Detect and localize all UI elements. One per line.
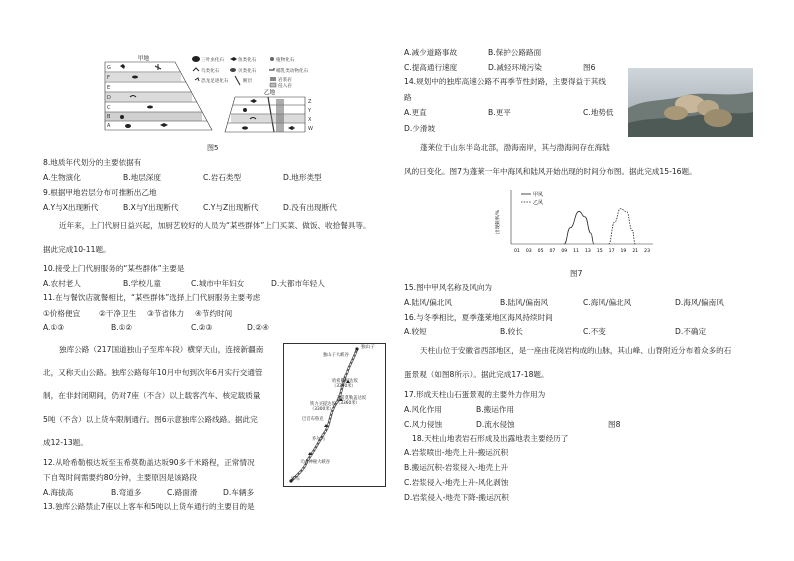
x-tick-23: 23 [644,249,651,254]
q17-option-c[interactable]: C.风力侵蚀 [404,420,443,429]
yi-layer-y: Y [308,108,312,114]
q11-item-3: ③节省体力 [147,309,185,318]
q11-stem: 11.在与餐饮店就餐相比，“某些群体”选择上门代厨服务主要考虑 [43,293,261,302]
x-tick-15: 15 [596,249,603,254]
q8-option-a[interactable]: A.生物演化 [43,173,81,182]
map-start: 独山子 [361,345,375,350]
figure-5-strata [100,52,318,147]
q18-stem: 18.天柱山地表岩石形成及出露地表主要经历了 [412,434,569,443]
q9-option-d[interactable]: D.没有出现断代 [283,203,337,212]
q16-option-a[interactable]: A.较短 [404,327,427,336]
map-mystery-canyon: 天山神秘大峡谷 [300,460,331,465]
q8-option-d[interactable]: D.地形类型 [283,173,322,182]
x-tick-05: 05 [537,249,544,254]
figure-8-stone-egg-photo [628,68,753,137]
intro-12-13-line2: 北，又称天山公路。独库公路每年10月中旬到次年6月实行交通管 [43,368,263,377]
q14-stem-line1: 14.规划中的独库高速公路不再季节性封路，主要得益于其线 [404,77,606,86]
legend-trilobite: 三叶虫化石 [201,58,224,63]
q9-option-a[interactable]: A.Y与X出现断代 [43,203,99,212]
q12-option-b[interactable]: B.弯道多 [111,488,142,497]
q15-option-b[interactable]: B.陆风/偏南风 [500,298,549,307]
x-tick-07: 07 [549,249,556,254]
q17-stem: 17.形成天柱山石蛋景观的主要外力作用为 [404,390,546,399]
figure-7-wind-chart [495,186,657,258]
chart-series [564,209,635,244]
q14-option-a[interactable]: A.更直 [404,108,427,117]
x-tick-19: 19 [620,249,627,254]
q17-option-d[interactable]: D.流水侵蚀 [476,420,515,429]
intro-17-18-line1: 天柱山位于安徽省西部地区，是一座由花岗岩构成的山脉，其山峰、山脊附近分布着众多的石 [420,346,732,355]
x-tick-21: 21 [632,249,639,254]
fig5-caption: 图5 [207,144,219,152]
q12-option-a[interactable]: A.海拔高 [43,488,74,497]
q11-option-a[interactable]: A.①③ [43,323,65,332]
legend-magma: 岩浆岩 [278,78,292,83]
legend-plant: 植物化石 [276,58,295,63]
q14-stem-line2: 路 [404,93,412,102]
q14-option-d[interactable]: D.少滑坡 [404,124,436,133]
q15-option-a[interactable]: A.陆风/偏北风 [404,298,453,307]
legend-mammal: 哺乳类动物化石 [276,69,309,74]
q10-option-c[interactable]: C.城市中年妇女 [191,279,245,288]
map-pass-tielimaiti: 铁力买提达坂（3300米） [310,402,336,413]
q10-stem: 10.接受上门代厨服务的“某些群体”主要是 [43,264,185,273]
q10-option-b[interactable]: B.学校儿童 [123,279,161,288]
q11-item-4: ④节约时间 [195,309,233,318]
q12-stem-line2: 下自驾时间需要约80分钟，主要原因是该路段 [43,473,197,482]
map-bayinbuluke: 巴音布鲁克 [302,417,324,422]
x-tick-17: 17 [608,249,615,254]
q12-option-c[interactable]: C.路面滑 [167,488,198,497]
legend-dino: 恐龙足迹化石 [201,79,229,84]
q14-option-c[interactable]: C.地势低 [583,108,614,117]
q8-option-b[interactable]: B.地层深度 [123,173,161,182]
jia-layer-f: F [107,75,110,81]
x-tick-13: 13 [584,249,591,254]
x-tick-09: 09 [561,249,568,254]
q12-option-d[interactable]: D.车辆多 [223,488,255,497]
map-end-kuqa: 库车 [291,477,301,482]
q18-option-c[interactable]: C.岩浆侵入-地壳上升-风化剥蚀 [404,478,509,487]
intro-10-11-tail: 据此完成10-11题。 [43,245,111,254]
q11-option-b[interactable]: B.①② [111,323,133,332]
q8-stem: 8.地质年代划分的主要依据有 [43,158,142,167]
q9-option-c[interactable]: C.Y与Z出现断代 [203,203,259,212]
yi-layer-z: Z [308,99,312,105]
q18-option-a[interactable]: A.岩浆喷出-地壳上升-搬运沉积 [404,448,509,457]
q9-option-b[interactable]: B.X与Y出现断代 [123,203,179,212]
q10-option-d[interactable]: D.大都市年轻人 [271,279,325,288]
jia-layer-a: A [107,123,111,129]
q11-option-d[interactable]: D.②④ [247,323,269,332]
q18-option-b[interactable]: B.搬运沉积-岩浆侵入-地壳上升 [404,463,509,472]
q13-option-a[interactable]: A.减少道路事故 [404,48,458,57]
series-line-yi [609,209,636,244]
q13-option-d[interactable]: D.减轻环境污染 [488,63,542,72]
yi-layer-x: X [308,117,312,123]
q15-option-d[interactable]: D.海风/偏南风 [675,298,724,307]
q13-option-c[interactable]: C.提高通行速度 [404,63,458,72]
q8-option-c[interactable]: C.岩石类型 [203,173,242,182]
intro-12-13-line3: 制，在非封闭期间，仍对7座（不含）以上载客汽车、核定载质量 [43,391,261,400]
q13-option-b[interactable]: B.保护公路路面 [488,48,542,57]
q15-stem: 15.图中甲风名称及风向为 [404,283,493,292]
jia-label: 甲地 [138,56,150,62]
q16-option-b[interactable]: B.较长 [500,327,523,336]
q16-stem: 16.与冬季相比，夏季蓬莱地区海风持续时间 [404,313,553,322]
intro-15-16-line2: 风的日变化。图7为蓬莱一年中海风和陆风开始出现的时间分布图。据此完成15-16题。 [404,167,697,176]
yi-label: 乙地 [264,90,276,96]
intro-12-13-line1: 独库公路（217国道独山子至库车段）横穿天山，连接新疆南 [59,345,264,354]
yi-layer-w: W [308,126,313,132]
legend-fault: 断层 [243,79,253,84]
intro-15-16-line1: 蓬莱位于山东半岛北部，渤海南岸，其与渤海间存在海陆 [420,143,610,152]
q11-option-c[interactable]: C.②③ [191,323,213,332]
jia-layer-b: B [107,114,111,120]
intro-12-13-line4: 5吨（不含）以上货车限制通行。图6示意独库公路线路。据此完 [43,415,258,424]
q18-option-d[interactable]: D.岩浆侵入-地壳下降-搬运沉积 [404,493,509,502]
q9-stem: 9.根据甲地岩层分布可推断出乙地 [43,188,157,197]
fig7-caption: 图7 [570,269,583,278]
intro-12-13-line5: 成12-13题。 [43,438,88,447]
legend-fish: 鱼类化石 [238,58,257,63]
q11-item-2: ②干净卫生 [99,309,137,318]
series-line-jia [564,211,594,244]
intro-17-18-line2: 蛋景观（如图8所示）。据此完成17-18题。 [404,370,549,379]
route-line [283,343,386,487]
fig5-legend [192,56,309,89]
q11-item-1: ①价格便宜 [43,309,81,318]
jia-layer-e: E [107,85,111,91]
jia-layer-d: D [107,95,111,101]
jia-layer-c: C [107,105,111,111]
intro-10-11: 近年来，上门代厨日益兴起，加厨艺较好的人员为“某些群体”上门买菜、做饭、收拾餐具等。 [59,221,371,230]
q14-option-b[interactable]: B.更平 [488,108,511,117]
legend-text-yi: 乙风 [533,200,544,206]
q16-option-d[interactable]: D.不确定 [675,327,707,336]
x-tick-11: 11 [573,249,580,254]
legend-text-jia: 甲风 [533,192,544,198]
q12-stem-line1: 12.从哈希勒根达坂至玉希莫勒盖达坂90多千米路程，正常情况 [43,458,255,467]
x-tick-03: 03 [525,249,532,254]
q17-option-b[interactable]: B.搬运作用 [476,405,514,414]
fig6-label: 图6 [583,63,596,72]
chart-ylabel: 出现频率/% [496,209,501,235]
map-pass-haxilegen: 哈希勒根达坂（3390米） [332,379,358,390]
q16-option-c[interactable]: C.不变 [583,327,606,336]
map-start-canyon: 独山子大峡谷 [323,353,349,358]
legend-bird: 鸟类化石 [201,69,220,74]
q10-option-a[interactable]: A.农村老人 [43,279,81,288]
map-pass-yuximolegai: 玉希莫勒盖达坂（3360米） [336,396,367,407]
q15-option-c[interactable]: C.海风/偏北风 [583,298,632,307]
x-tick-01: 01 [513,249,520,254]
q17-option-a[interactable]: A.风化作用 [404,405,442,414]
map-qiaoerma: 乔尔玛 [312,437,325,442]
fig8-label: 图8 [608,420,621,429]
legend-intrusive: 侵入岩 [278,84,292,89]
legend-shell: 贝类化石 [238,69,257,74]
q13-stem: 13.独库公路禁止7座以上客车和5吨以上货车通行的主要目的是 [43,502,255,511]
jia-layer-g: G [107,65,111,71]
chart-x-ticks [514,248,650,254]
